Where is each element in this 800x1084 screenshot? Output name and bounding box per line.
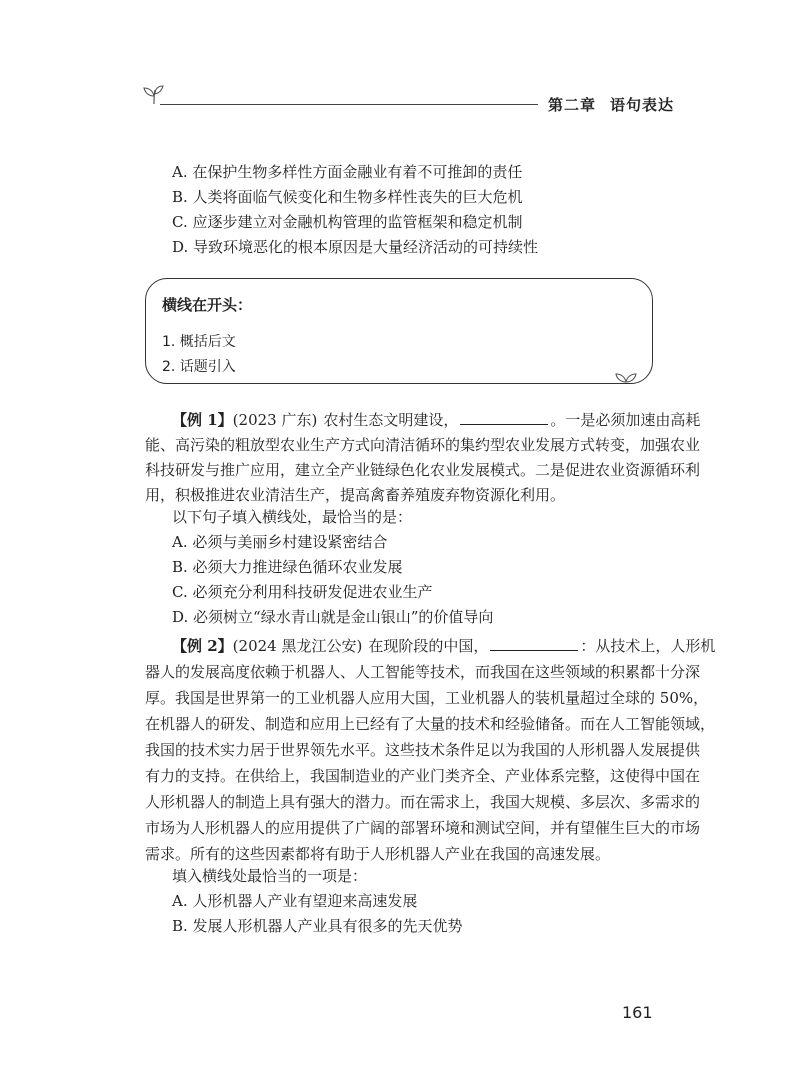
chapter-heading (548, 94, 674, 115)
example2-source: (2024 黑龙江公安) (232, 637, 363, 655)
tip-title: 横线在开头： (162, 296, 253, 314)
example1-option-d: D. 必须树立“绿水青山就是金山银山”的价值导向 (172, 608, 494, 626)
example2-line-3: 厚。我国是世界第一的工业机器人应用大国，工业机器人的装机量超过全球的 50%， (145, 689, 709, 707)
example2-line-6: 有力的支持。在供给上，我国制造业的产业门类齐全、产业体系完整，这使得中国在 (145, 767, 701, 785)
example2-line-7: 人形机器人的制造上具有强大的潜力。而在需求上，我国大规模、多层次、多需求的 (145, 793, 701, 811)
example1-lead: 农村生态文明建设， (323, 411, 459, 429)
example2-line-2: 器人的发展高度依赖于机器人、人工智能等技术，而我国在这些领域的积累都十分深 (145, 663, 701, 681)
prev-option-d: D. 导致环境恶化的根本原因是大量经济活动的可持续性 (172, 238, 539, 256)
example1-after-blank: 。一是必须加速由高耗 (550, 411, 701, 429)
header-rule (160, 104, 538, 105)
page-number: 161 (622, 1003, 653, 1022)
example1-line-2: 能、高污染的粗放型农业生产方式向清洁循环的集约型农业发展方式转变，加强农业 (145, 436, 701, 454)
example2-option-b: B. 发展人形机器人产业具有很多的先天优势 (172, 917, 463, 935)
example1-option-a: A. 必须与美丽乡村建设紧密结合 (172, 533, 388, 551)
example2-tag: 【例 2】 (172, 637, 233, 655)
example1-source: (2023 广东) (232, 411, 318, 429)
example2-option-a: A. 人形机器人产业有望迎来高速发展 (172, 892, 418, 910)
example2-after-blank: ：从技术上，人形机 (580, 637, 716, 655)
example2-blank (490, 636, 578, 651)
example1-option-b: B. 必须大力推进绿色循环农业发展 (172, 558, 403, 576)
example1-first-line (172, 410, 700, 430)
prev-option-c: C. 应逐步建立对金融机构管理的监管框架和稳定机制 (172, 213, 523, 231)
example1-question: 以下句子填入横线处，最恰当的是： (172, 508, 413, 526)
prev-option-b: B. 人类将面临气候变化和生物多样性丧失的巨大危机 (172, 188, 523, 206)
tip-item-1: 1. 概括后文 (162, 334, 236, 350)
example2-line-8: 市场为人形机器人的应用提供了广阔的部署环境和测试空间，并有望催生巨大的市场 (145, 819, 701, 837)
example2-first-line (172, 636, 715, 656)
example1-line-3: 科技研发与推广应用，建立全产业链绿色化农业发展模式。二是促进农业资源循环利 (145, 461, 701, 479)
example1-option-c: C. 必须充分利用科技研发促进农业生产 (172, 583, 433, 601)
example2-line-5: 我国的技术实力居于世界领先水平。这些技术条件足以为我国的人形机器人发展提供 (145, 741, 701, 759)
tip-item-2: 2. 话题引入 (162, 359, 236, 375)
section-title: 语句表达 (610, 96, 675, 114)
prev-option-a: A. 在保护生物多样性方面金融业有着不可推卸的责任 (172, 163, 523, 181)
example1-tag: 【例 1】 (172, 411, 233, 429)
example1-blank (460, 410, 548, 425)
example2-line-9: 需求。所有的这些因素都将有助于人形机器人产业在我国的高速发展。 (145, 845, 611, 863)
example2-lead: 在现阶段的中国， (368, 637, 489, 655)
sprout-icon (140, 84, 168, 106)
chapter-number: 第二章 (548, 96, 597, 114)
leaf-icon (614, 370, 638, 384)
example2-question: 填入横线处最恰当的一项是： (172, 867, 368, 885)
example2-line-4: 在机器人的研发、制造和应用上已经有了大量的技术和经验储备。而在人工智能领域， (145, 715, 716, 733)
example1-line-4: 用，积极推进农业清洁生产，提高禽畜养殖废弃物资源化利用。 (145, 486, 566, 504)
